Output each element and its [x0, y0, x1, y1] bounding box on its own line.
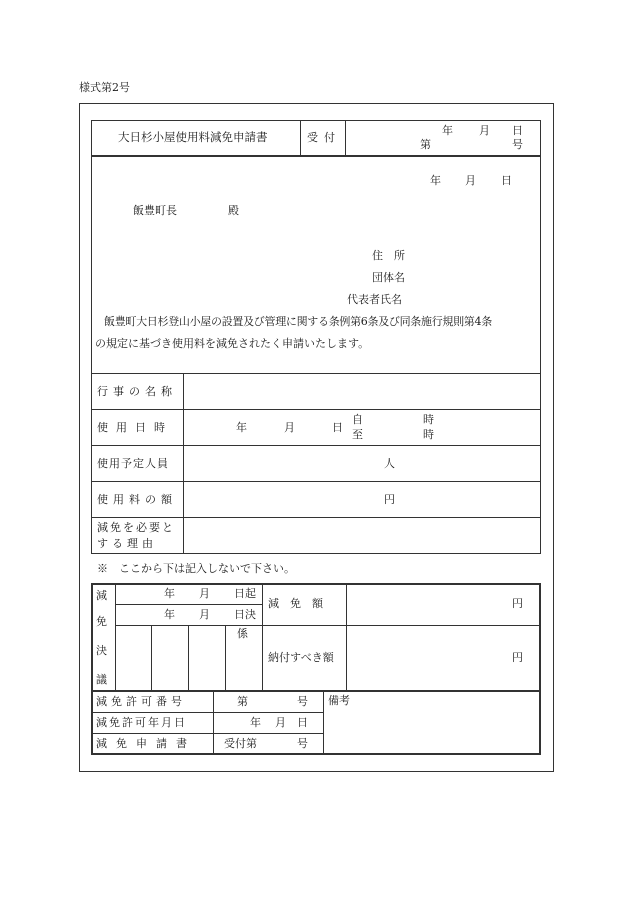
reception-no-prefix: 第 — [420, 138, 431, 151]
application-day: 日 — [501, 174, 512, 187]
permit-year: 年 — [250, 716, 261, 729]
kessai-month: 月 — [199, 608, 210, 621]
decision-col-divider — [115, 584, 116, 690]
usage-to: 至 — [352, 428, 363, 441]
kessai-year: 年 — [164, 608, 175, 621]
representative-label: 代表者氏名 — [347, 293, 402, 306]
usage-from: 自 — [352, 413, 363, 426]
usage-to-hour: 時 — [423, 428, 434, 441]
office-bottom-section-line — [92, 690, 541, 692]
application-no-prefix: 受付第 — [224, 737, 257, 750]
usage-day: 日 — [332, 421, 343, 434]
detail-row-line-2 — [91, 409, 541, 410]
permit-row-line-1 — [92, 712, 323, 713]
reduction-amount-label: 減 免 額 — [268, 597, 323, 610]
stamp-divider-3 — [225, 625, 226, 690]
usage-from-hour: 時 — [423, 413, 434, 426]
fee-unit: 円 — [384, 493, 395, 506]
decision-char-1: 減 — [96, 589, 107, 602]
payable-amount-unit: 円 — [512, 651, 523, 664]
reason-label-line-2: する理由 — [97, 537, 157, 550]
office-use-note: ※ ここから下は記入しないで下さい。 — [97, 562, 295, 575]
header-divider-2 — [345, 120, 346, 156]
address-label: 住 所 — [372, 249, 405, 262]
form-number: 様式第2号 — [79, 81, 130, 94]
fee-label: 使用料の額 — [97, 493, 177, 506]
usage-date-label: 使用日時 — [97, 421, 173, 434]
permit-no-label: 減免許可番号 — [96, 695, 186, 708]
reception-label: 受付 — [307, 131, 341, 144]
usage-month: 月 — [284, 421, 295, 434]
detail-row-line-4 — [91, 481, 541, 482]
office-mid-line — [115, 625, 540, 626]
kiso-kessai-divider — [115, 604, 262, 605]
people-unit: 人 — [384, 457, 395, 470]
remarks-label: 備考 — [328, 694, 350, 707]
permit-day: 日 — [297, 716, 308, 729]
application-year: 年 — [430, 174, 441, 187]
decision-char-3: 決 — [96, 644, 107, 657]
event-name-label: 行事の名称 — [97, 385, 177, 398]
decision-char-4: 議 — [96, 673, 107, 686]
detail-row-line-3 — [91, 445, 541, 446]
reception-day: 日 — [512, 124, 523, 137]
stamp-divider-1 — [151, 625, 152, 690]
reception-no-suffix: 号 — [512, 138, 523, 151]
kessai-day: 日決 — [234, 608, 256, 621]
stamp-divider-2 — [188, 625, 189, 690]
application-no-suffix: 号 — [297, 737, 308, 750]
usage-year: 年 — [236, 421, 247, 434]
detail-label-divider — [183, 373, 184, 554]
permit-label-divider — [213, 690, 214, 754]
addressee: 飯豊町長 — [133, 204, 177, 217]
reception-month: 月 — [479, 124, 490, 137]
application-doc-label: 減免申請書 — [96, 737, 196, 750]
kiso-day: 日起 — [234, 587, 256, 600]
amount-label-left-divider — [262, 584, 263, 690]
permit-date-label: 減免許可年月日 — [96, 716, 187, 729]
detail-row-line-5 — [91, 517, 541, 518]
reception-year: 年 — [442, 124, 453, 137]
detail-row-line-1 — [91, 373, 541, 374]
reason-label-line-1: 減免を必要と — [97, 521, 175, 534]
group-label: 団体名 — [372, 271, 405, 284]
kiso-year: 年 — [164, 587, 175, 600]
kiso-month: 月 — [199, 587, 210, 600]
form-title: 大日杉小屋使用料減免申請書 — [118, 130, 268, 144]
permit-no-suffix: 号 — [297, 695, 308, 708]
payable-amount-label: 納付すべき額 — [268, 651, 334, 664]
statement-line-2: の規定に基づき使用料を減免されたく申請いたします。 — [95, 337, 370, 350]
permit-no-prefix: 第 — [237, 695, 248, 708]
people-label: 使用予定人員 — [97, 457, 169, 470]
reduction-amount-unit: 円 — [512, 597, 523, 610]
permit-row-line-2 — [92, 733, 323, 734]
application-month: 月 — [465, 174, 476, 187]
honorific: 殿 — [228, 204, 239, 217]
header-divider-1 — [300, 120, 301, 156]
amount-value-divider — [346, 584, 347, 690]
statement-line-1: 飯豊町大日杉登山小屋の設置及び管理に関する条例第6条及び同条施行規則第4条 — [104, 315, 492, 328]
permit-month: 月 — [275, 716, 286, 729]
remarks-divider — [323, 690, 324, 754]
kakari-label: 係 — [237, 627, 248, 640]
decision-char-2: 免 — [96, 615, 107, 628]
